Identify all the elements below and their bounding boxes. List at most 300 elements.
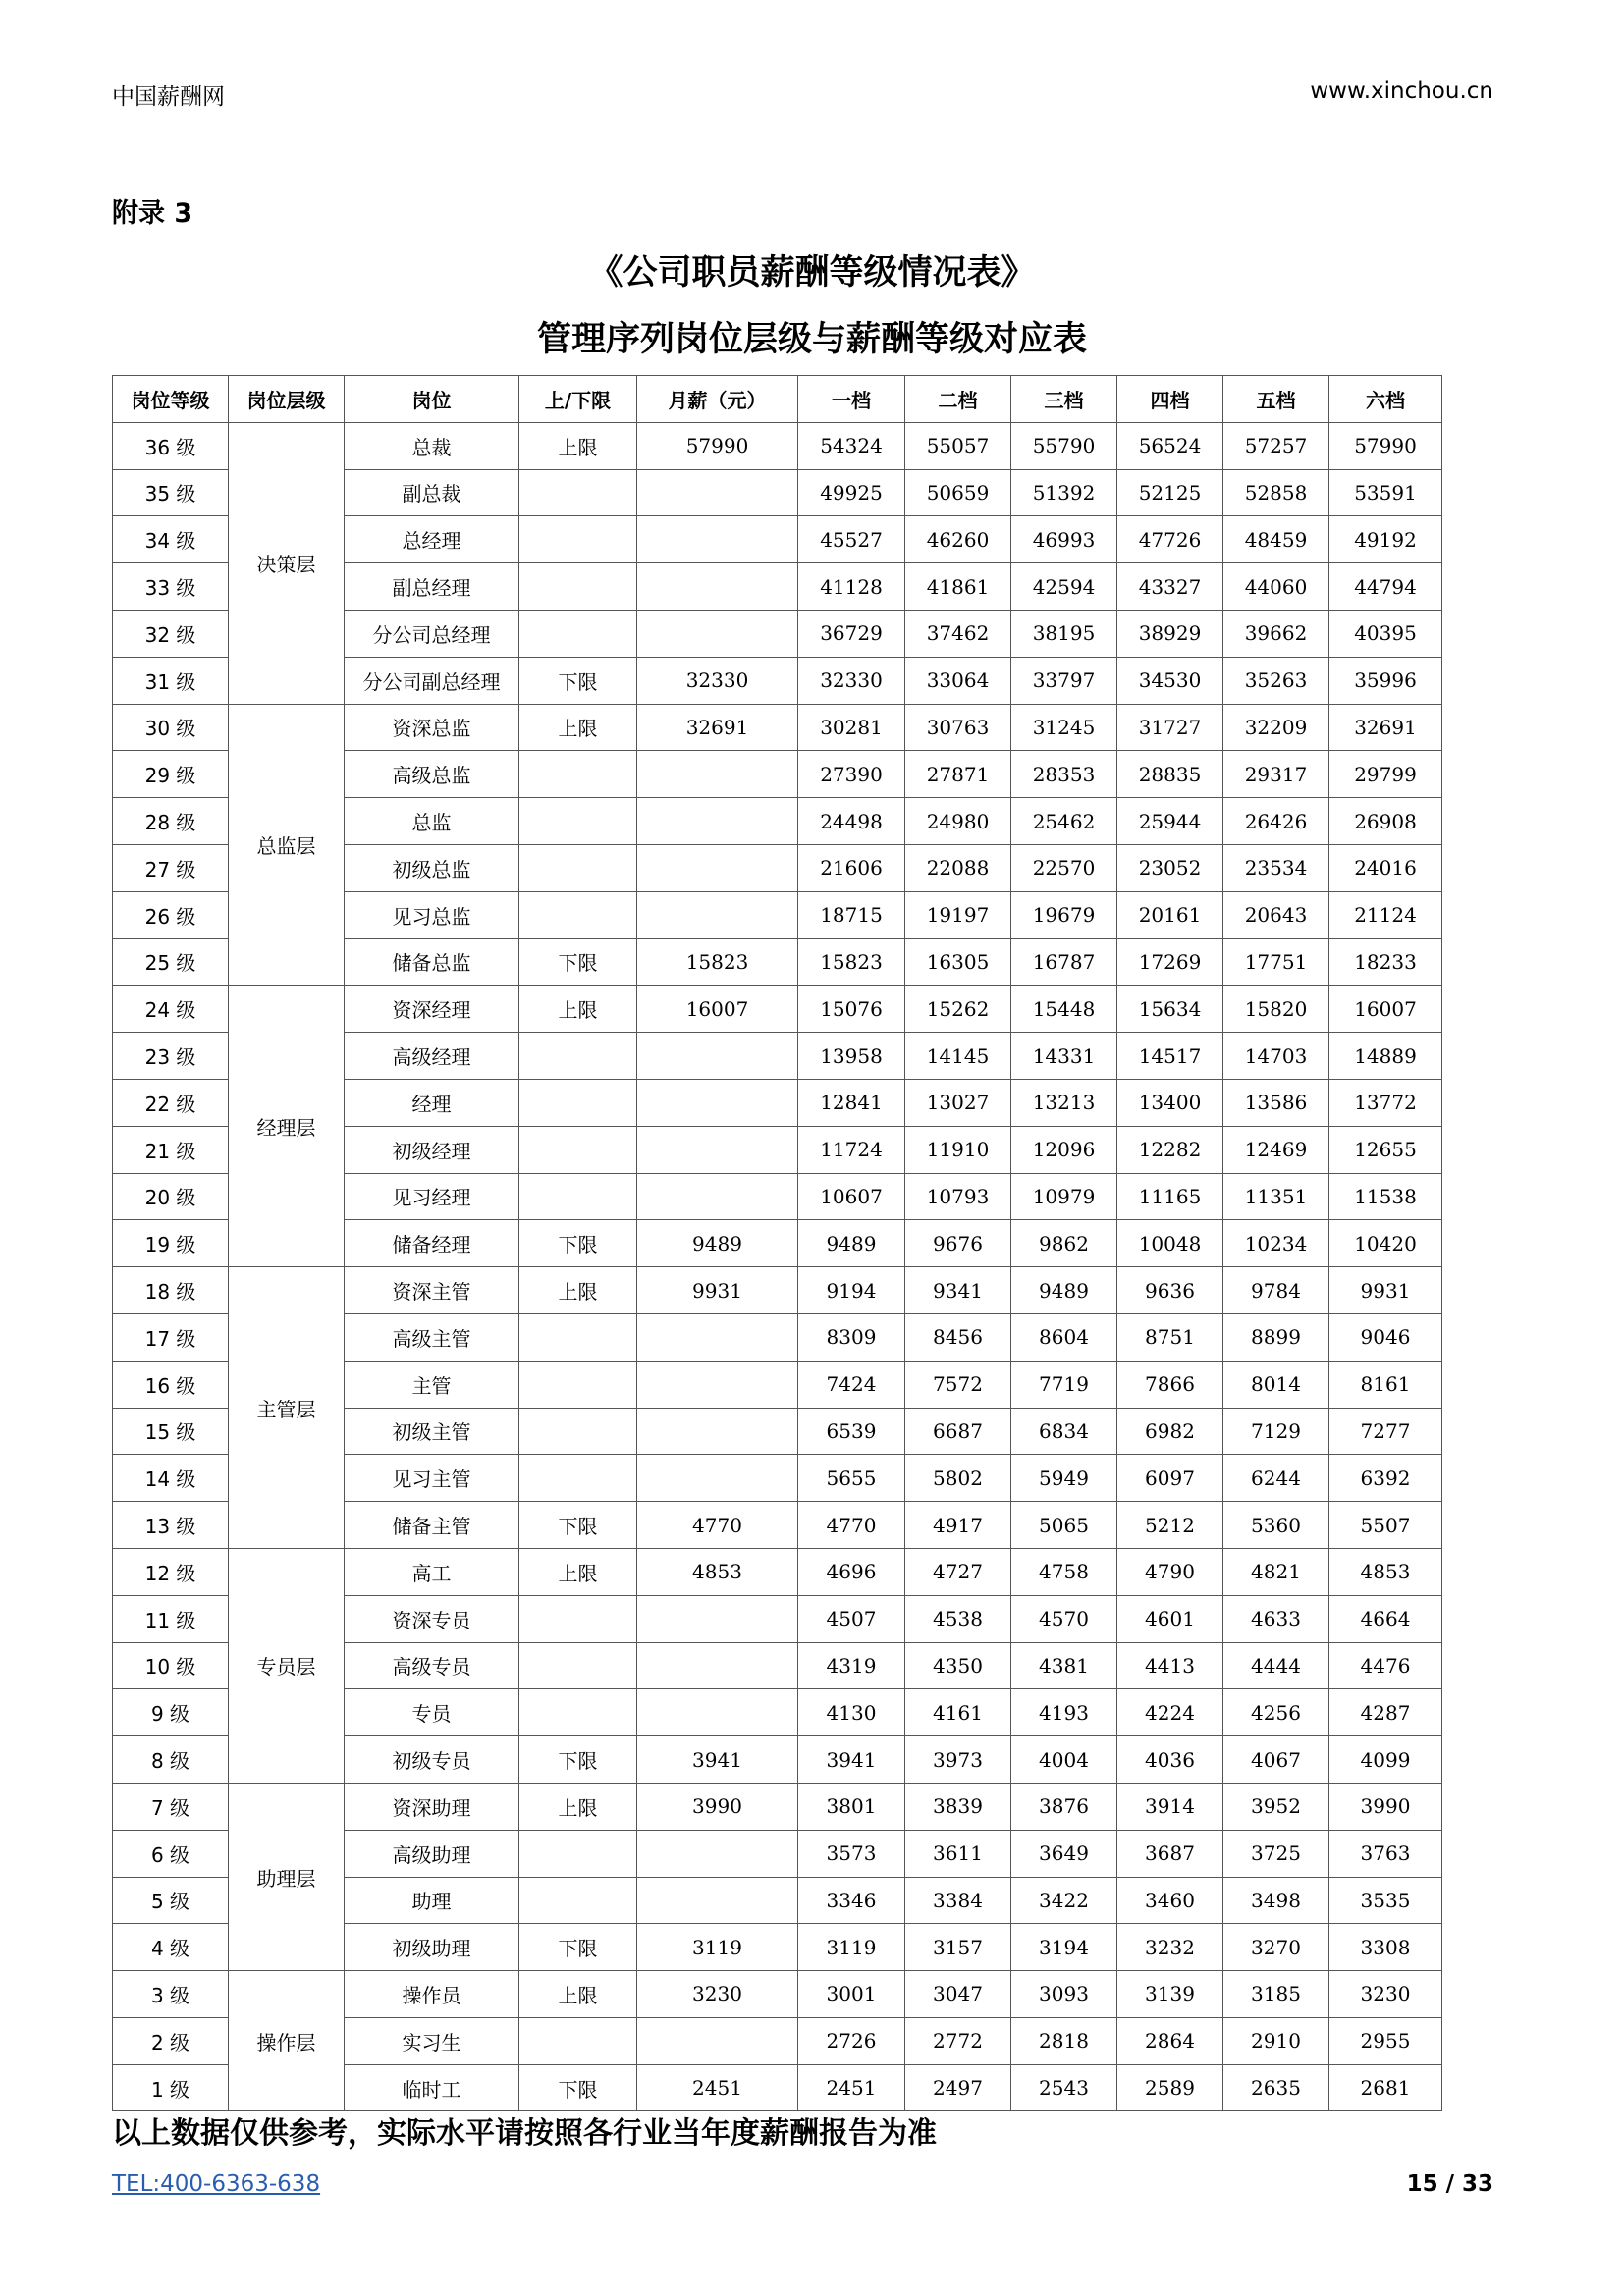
post-cell: 高级专员: [345, 1642, 519, 1689]
band-cell: 13400: [1117, 1079, 1223, 1126]
band-cell: 14703: [1223, 1033, 1329, 1080]
band-cell: 8309: [798, 1313, 905, 1361]
band-cell: 13586: [1223, 1079, 1329, 1126]
disclaimer-note: 以上数据仅供参考，实际水平请按照各行业当年度薪酬报告为准: [112, 2116, 937, 2151]
band-cell: 10234: [1223, 1220, 1329, 1267]
grade-cell: 36 级: [113, 422, 229, 469]
band-cell: 29799: [1329, 751, 1442, 798]
band-cell: 3194: [1011, 1924, 1117, 1971]
band-cell: 25944: [1117, 798, 1223, 845]
salary-cell: [637, 1408, 798, 1455]
salary-cell: [637, 844, 798, 891]
band-cell: 49192: [1329, 516, 1442, 563]
band-cell: 38195: [1011, 610, 1117, 657]
band-cell: 3230: [1329, 1971, 1442, 2018]
column-header: 岗位: [345, 376, 519, 423]
column-header: 六档: [1329, 376, 1442, 423]
salary-cell: 9489: [637, 1220, 798, 1267]
band-cell: 13027: [905, 1079, 1011, 1126]
post-cell: 临时工: [345, 2064, 519, 2111]
band-cell: 3384: [905, 1877, 1011, 1924]
grade-cell: 34 级: [113, 516, 229, 563]
post-cell: 高级总监: [345, 751, 519, 798]
salary-cell: 3230: [637, 1971, 798, 2018]
band-cell: 4256: [1223, 1689, 1329, 1736]
limit-cell: [519, 1877, 637, 1924]
band-cell: 19679: [1011, 891, 1117, 938]
band-cell: 3185: [1223, 1971, 1329, 2018]
post-cell: 储备经理: [345, 1220, 519, 1267]
column-header: 二档: [905, 376, 1011, 423]
limit-cell: 上限: [519, 1783, 637, 1830]
band-cell: 5507: [1329, 1502, 1442, 1549]
band-cell: 43327: [1117, 563, 1223, 611]
band-cell: 14145: [905, 1033, 1011, 1080]
band-cell: 15262: [905, 986, 1011, 1033]
band-cell: 9784: [1223, 1267, 1329, 1314]
band-cell: 9194: [798, 1267, 905, 1314]
salary-cell: [637, 1126, 798, 1173]
band-cell: 16007: [1329, 986, 1442, 1033]
band-cell: 18715: [798, 891, 905, 938]
band-cell: 9489: [1011, 1267, 1117, 1314]
band-cell: 4633: [1223, 1595, 1329, 1642]
band-cell: 7277: [1329, 1408, 1442, 1455]
post-cell: 操作员: [345, 1971, 519, 2018]
post-cell: 见习主管: [345, 1455, 519, 1502]
limit-cell: [519, 2017, 637, 2064]
limit-cell: [519, 1408, 637, 1455]
band-cell: 11538: [1329, 1173, 1442, 1220]
limit-cell: [519, 1126, 637, 1173]
post-cell: 高级主管: [345, 1313, 519, 1361]
band-cell: 3801: [798, 1783, 905, 1830]
band-cell: 4444: [1223, 1642, 1329, 1689]
grade-cell: 32 级: [113, 610, 229, 657]
limit-cell: [519, 1033, 637, 1080]
band-cell: 15820: [1223, 986, 1329, 1033]
band-cell: 21606: [798, 844, 905, 891]
post-cell: 资深助理: [345, 1783, 519, 1830]
post-cell: 实习生: [345, 2017, 519, 2064]
grade-cell: 31 级: [113, 657, 229, 704]
band-cell: 11910: [905, 1126, 1011, 1173]
band-cell: 2681: [1329, 2064, 1442, 2111]
grade-cell: 30 级: [113, 704, 229, 751]
band-cell: 3649: [1011, 1830, 1117, 1877]
grade-cell: 33 级: [113, 563, 229, 611]
table-row: [113, 1783, 1442, 1830]
band-cell: 4004: [1011, 1736, 1117, 1784]
band-cell: 7719: [1011, 1361, 1117, 1408]
post-cell: 储备主管: [345, 1502, 519, 1549]
grade-cell: 14 级: [113, 1455, 229, 1502]
band-cell: 54324: [798, 422, 905, 469]
band-cell: 52125: [1117, 469, 1223, 516]
band-cell: 26908: [1329, 798, 1442, 845]
limit-cell: 上限: [519, 1971, 637, 2018]
limit-cell: [519, 1173, 637, 1220]
grade-cell: 4 级: [113, 1924, 229, 1971]
band-cell: 44060: [1223, 563, 1329, 611]
band-cell: 37462: [905, 610, 1011, 657]
band-cell: 4224: [1117, 1689, 1223, 1736]
band-cell: 11165: [1117, 1173, 1223, 1220]
grade-cell: 35 级: [113, 469, 229, 516]
band-cell: 4193: [1011, 1689, 1117, 1736]
band-cell: 55057: [905, 422, 1011, 469]
band-cell: 3914: [1117, 1783, 1223, 1830]
band-cell: 3119: [798, 1924, 905, 1971]
salary-cell: [637, 1595, 798, 1642]
table-header-row: [113, 376, 1442, 423]
band-cell: 2451: [798, 2064, 905, 2111]
band-cell: 22088: [905, 844, 1011, 891]
band-cell: 3573: [798, 1830, 905, 1877]
limit-cell: 下限: [519, 938, 637, 986]
band-cell: 2955: [1329, 2017, 1442, 2064]
band-cell: 6392: [1329, 1455, 1442, 1502]
band-cell: 5360: [1223, 1502, 1329, 1549]
band-cell: 36729: [798, 610, 905, 657]
band-cell: 7572: [905, 1361, 1011, 1408]
band-cell: 32691: [1329, 704, 1442, 751]
band-cell: 4350: [905, 1642, 1011, 1689]
grade-cell: 19 级: [113, 1220, 229, 1267]
grade-cell: 15 级: [113, 1408, 229, 1455]
band-cell: 4161: [905, 1689, 1011, 1736]
tel-link[interactable]: TEL:400-6363-638: [112, 2171, 321, 2197]
band-cell: 4853: [1329, 1548, 1442, 1595]
band-cell: 3535: [1329, 1877, 1442, 1924]
band-cell: 15448: [1011, 986, 1117, 1033]
band-cell: 3460: [1117, 1877, 1223, 1924]
post-cell: 初级助理: [345, 1924, 519, 1971]
band-cell: 18233: [1329, 938, 1442, 986]
band-cell: 5065: [1011, 1502, 1117, 1549]
band-cell: 41861: [905, 563, 1011, 611]
grade-cell: 21 级: [113, 1126, 229, 1173]
band-cell: 50659: [905, 469, 1011, 516]
band-cell: 4287: [1329, 1689, 1442, 1736]
limit-cell: [519, 1830, 637, 1877]
band-cell: 30763: [905, 704, 1011, 751]
band-cell: 55790: [1011, 422, 1117, 469]
band-cell: 9341: [905, 1267, 1011, 1314]
limit-cell: 上限: [519, 422, 637, 469]
salary-cell: 32330: [637, 657, 798, 704]
limit-cell: 下限: [519, 1502, 637, 1549]
band-cell: 2818: [1011, 2017, 1117, 2064]
band-cell: 21124: [1329, 891, 1442, 938]
band-cell: 6097: [1117, 1455, 1223, 1502]
grade-cell: 29 级: [113, 751, 229, 798]
band-cell: 2910: [1223, 2017, 1329, 2064]
band-cell: 47726: [1117, 516, 1223, 563]
salary-cell: [637, 1642, 798, 1689]
post-cell: 总经理: [345, 516, 519, 563]
limit-cell: [519, 751, 637, 798]
band-cell: 11724: [798, 1126, 905, 1173]
salary-cell: [637, 1877, 798, 1924]
post-cell: 经理: [345, 1079, 519, 1126]
grade-cell: 12 级: [113, 1548, 229, 1595]
table-row: [113, 422, 1442, 469]
salary-cell: [637, 1313, 798, 1361]
grade-cell: 8 级: [113, 1736, 229, 1784]
band-cell: 3047: [905, 1971, 1011, 2018]
post-cell: 高工: [345, 1548, 519, 1595]
band-cell: 8899: [1223, 1313, 1329, 1361]
grade-cell: 2 级: [113, 2017, 229, 2064]
salary-cell: [637, 563, 798, 611]
page-number: 15 / 33: [1406, 2171, 1493, 2197]
limit-cell: 下限: [519, 1736, 637, 1784]
salary-cell: [637, 1079, 798, 1126]
limit-cell: [519, 844, 637, 891]
band-cell: 15634: [1117, 986, 1223, 1033]
band-cell: 12282: [1117, 1126, 1223, 1173]
layer-cell: 主管层: [229, 1267, 345, 1549]
band-cell: 4476: [1329, 1642, 1442, 1689]
limit-cell: 下限: [519, 657, 637, 704]
salary-cell: 4770: [637, 1502, 798, 1549]
grade-cell: 16 级: [113, 1361, 229, 1408]
site-url[interactable]: www.xinchou.cn: [1310, 79, 1493, 104]
band-cell: 2497: [905, 2064, 1011, 2111]
band-cell: 2635: [1223, 2064, 1329, 2111]
layer-cell: 总监层: [229, 704, 345, 986]
grade-cell: 22 级: [113, 1079, 229, 1126]
band-cell: 4036: [1117, 1736, 1223, 1784]
table-subtitle: 管理序列岗位层级与薪酬等级对应表: [536, 320, 1087, 359]
salary-cell: [637, 1455, 798, 1502]
band-cell: 9636: [1117, 1267, 1223, 1314]
post-cell: 初级主管: [345, 1408, 519, 1455]
band-cell: 31245: [1011, 704, 1117, 751]
post-cell: 资深主管: [345, 1267, 519, 1314]
limit-cell: 上限: [519, 1548, 637, 1595]
column-header: 岗位等级: [113, 376, 229, 423]
band-cell: 4821: [1223, 1548, 1329, 1595]
band-cell: 48459: [1223, 516, 1329, 563]
band-cell: 6982: [1117, 1408, 1223, 1455]
grade-cell: 20 级: [113, 1173, 229, 1220]
band-cell: 26426: [1223, 798, 1329, 845]
band-cell: 8014: [1223, 1361, 1329, 1408]
band-cell: 57990: [1329, 422, 1442, 469]
post-cell: 高级助理: [345, 1830, 519, 1877]
band-cell: 31727: [1117, 704, 1223, 751]
grade-cell: 3 级: [113, 1971, 229, 2018]
band-cell: 25462: [1011, 798, 1117, 845]
grade-cell: 28 级: [113, 798, 229, 845]
band-cell: 6244: [1223, 1455, 1329, 1502]
band-cell: 5949: [1011, 1455, 1117, 1502]
limit-cell: 下限: [519, 1924, 637, 1971]
band-cell: 3232: [1117, 1924, 1223, 1971]
band-cell: 28353: [1011, 751, 1117, 798]
table-row: [113, 1548, 1442, 1595]
band-cell: 3346: [798, 1877, 905, 1924]
band-cell: 7129: [1223, 1408, 1329, 1455]
post-cell: 见习总监: [345, 891, 519, 938]
post-cell: 副总经理: [345, 563, 519, 611]
band-cell: 51392: [1011, 469, 1117, 516]
band-cell: 8456: [905, 1313, 1011, 1361]
band-cell: 20643: [1223, 891, 1329, 938]
salary-cell: [637, 1361, 798, 1408]
limit-cell: [519, 516, 637, 563]
band-cell: 16787: [1011, 938, 1117, 986]
band-cell: 3498: [1223, 1877, 1329, 1924]
grade-cell: 26 级: [113, 891, 229, 938]
limit-cell: [519, 469, 637, 516]
band-cell: 12096: [1011, 1126, 1117, 1173]
band-cell: 4413: [1117, 1642, 1223, 1689]
band-cell: 2726: [798, 2017, 905, 2064]
band-cell: 9489: [798, 1220, 905, 1267]
salary-cell: 57990: [637, 422, 798, 469]
salary-cell: [637, 751, 798, 798]
band-cell: 44794: [1329, 563, 1442, 611]
band-cell: 14331: [1011, 1033, 1117, 1080]
post-cell: 资深经理: [345, 986, 519, 1033]
band-cell: 32330: [798, 657, 905, 704]
salary-cell: [637, 1689, 798, 1736]
band-cell: 4770: [798, 1502, 905, 1549]
salary-cell: 32691: [637, 704, 798, 751]
band-cell: 10979: [1011, 1173, 1117, 1220]
layer-cell: 助理层: [229, 1783, 345, 1970]
column-header: 三档: [1011, 376, 1117, 423]
band-cell: 4381: [1011, 1642, 1117, 1689]
band-cell: 3876: [1011, 1783, 1117, 1830]
band-cell: 9862: [1011, 1220, 1117, 1267]
limit-cell: [519, 1689, 637, 1736]
band-cell: 3952: [1223, 1783, 1329, 1830]
band-cell: 15823: [798, 938, 905, 986]
post-cell: 分公司副总经理: [345, 657, 519, 704]
limit-cell: [519, 1455, 637, 1502]
band-cell: 23534: [1223, 844, 1329, 891]
band-cell: 35996: [1329, 657, 1442, 704]
band-cell: 3001: [798, 1971, 905, 2018]
band-cell: 3093: [1011, 1971, 1117, 2018]
band-cell: 4601: [1117, 1595, 1223, 1642]
band-cell: 22570: [1011, 844, 1117, 891]
salary-cell: 2451: [637, 2064, 798, 2111]
band-cell: 5212: [1117, 1502, 1223, 1549]
column-header: 岗位层级: [229, 376, 345, 423]
band-cell: 4099: [1329, 1736, 1442, 1784]
band-cell: 39662: [1223, 610, 1329, 657]
limit-cell: 上限: [519, 1267, 637, 1314]
band-cell: 38929: [1117, 610, 1223, 657]
post-cell: 总监: [345, 798, 519, 845]
layer-cell: 专员层: [229, 1548, 345, 1783]
band-cell: 6687: [905, 1408, 1011, 1455]
band-cell: 42594: [1011, 563, 1117, 611]
band-cell: 30281: [798, 704, 905, 751]
table-row: [113, 1971, 1442, 2018]
band-cell: 49925: [798, 469, 905, 516]
limit-cell: 上限: [519, 986, 637, 1033]
band-cell: 27871: [905, 751, 1011, 798]
band-cell: 3839: [905, 1783, 1011, 1830]
band-cell: 5655: [798, 1455, 905, 1502]
band-cell: 4507: [798, 1595, 905, 1642]
post-cell: 总裁: [345, 422, 519, 469]
salary-cell: [637, 516, 798, 563]
band-cell: 9046: [1329, 1313, 1442, 1361]
band-cell: 12841: [798, 1079, 905, 1126]
band-cell: 3687: [1117, 1830, 1223, 1877]
salary-cell: [637, 1033, 798, 1080]
band-cell: 33797: [1011, 657, 1117, 704]
post-cell: 高级经理: [345, 1033, 519, 1080]
band-cell: 9676: [905, 1220, 1011, 1267]
post-cell: 见习经理: [345, 1173, 519, 1220]
site-name: 中国薪酬网: [112, 84, 225, 110]
salary-cell: 3941: [637, 1736, 798, 1784]
band-cell: 3270: [1223, 1924, 1329, 1971]
band-cell: 27390: [798, 751, 905, 798]
band-cell: 5802: [905, 1455, 1011, 1502]
salary-cell: [637, 469, 798, 516]
band-cell: 23052: [1117, 844, 1223, 891]
band-cell: 40395: [1329, 610, 1442, 657]
band-cell: 10793: [905, 1173, 1011, 1220]
band-cell: 7424: [798, 1361, 905, 1408]
post-cell: 主管: [345, 1361, 519, 1408]
band-cell: 14889: [1329, 1033, 1442, 1080]
band-cell: 53591: [1329, 469, 1442, 516]
band-cell: 19197: [905, 891, 1011, 938]
band-cell: 2772: [905, 2017, 1011, 2064]
post-cell: 资深总监: [345, 704, 519, 751]
post-cell: 初级经理: [345, 1126, 519, 1173]
band-cell: 8751: [1117, 1313, 1223, 1361]
band-cell: 45527: [798, 516, 905, 563]
grade-cell: 9 级: [113, 1689, 229, 1736]
grade-cell: 13 级: [113, 1502, 229, 1549]
column-header: 四档: [1117, 376, 1223, 423]
post-cell: 储备总监: [345, 938, 519, 986]
table-row: [113, 1267, 1442, 1314]
band-cell: 4538: [905, 1595, 1011, 1642]
column-header: 上/下限: [519, 376, 637, 423]
band-cell: 4696: [798, 1548, 905, 1595]
salary-cell: [637, 798, 798, 845]
band-cell: 3990: [1329, 1783, 1442, 1830]
salary-cell: [637, 610, 798, 657]
band-cell: 10607: [798, 1173, 905, 1220]
grade-cell: 17 级: [113, 1313, 229, 1361]
band-cell: 46993: [1011, 516, 1117, 563]
band-cell: 17269: [1117, 938, 1223, 986]
band-cell: 16305: [905, 938, 1011, 986]
band-cell: 29317: [1223, 751, 1329, 798]
limit-cell: [519, 1642, 637, 1689]
band-cell: 28835: [1117, 751, 1223, 798]
limit-cell: 下限: [519, 1220, 637, 1267]
band-cell: 46260: [905, 516, 1011, 563]
band-cell: 6834: [1011, 1408, 1117, 1455]
band-cell: 4758: [1011, 1548, 1117, 1595]
limit-cell: [519, 563, 637, 611]
grade-cell: 7 级: [113, 1783, 229, 1830]
